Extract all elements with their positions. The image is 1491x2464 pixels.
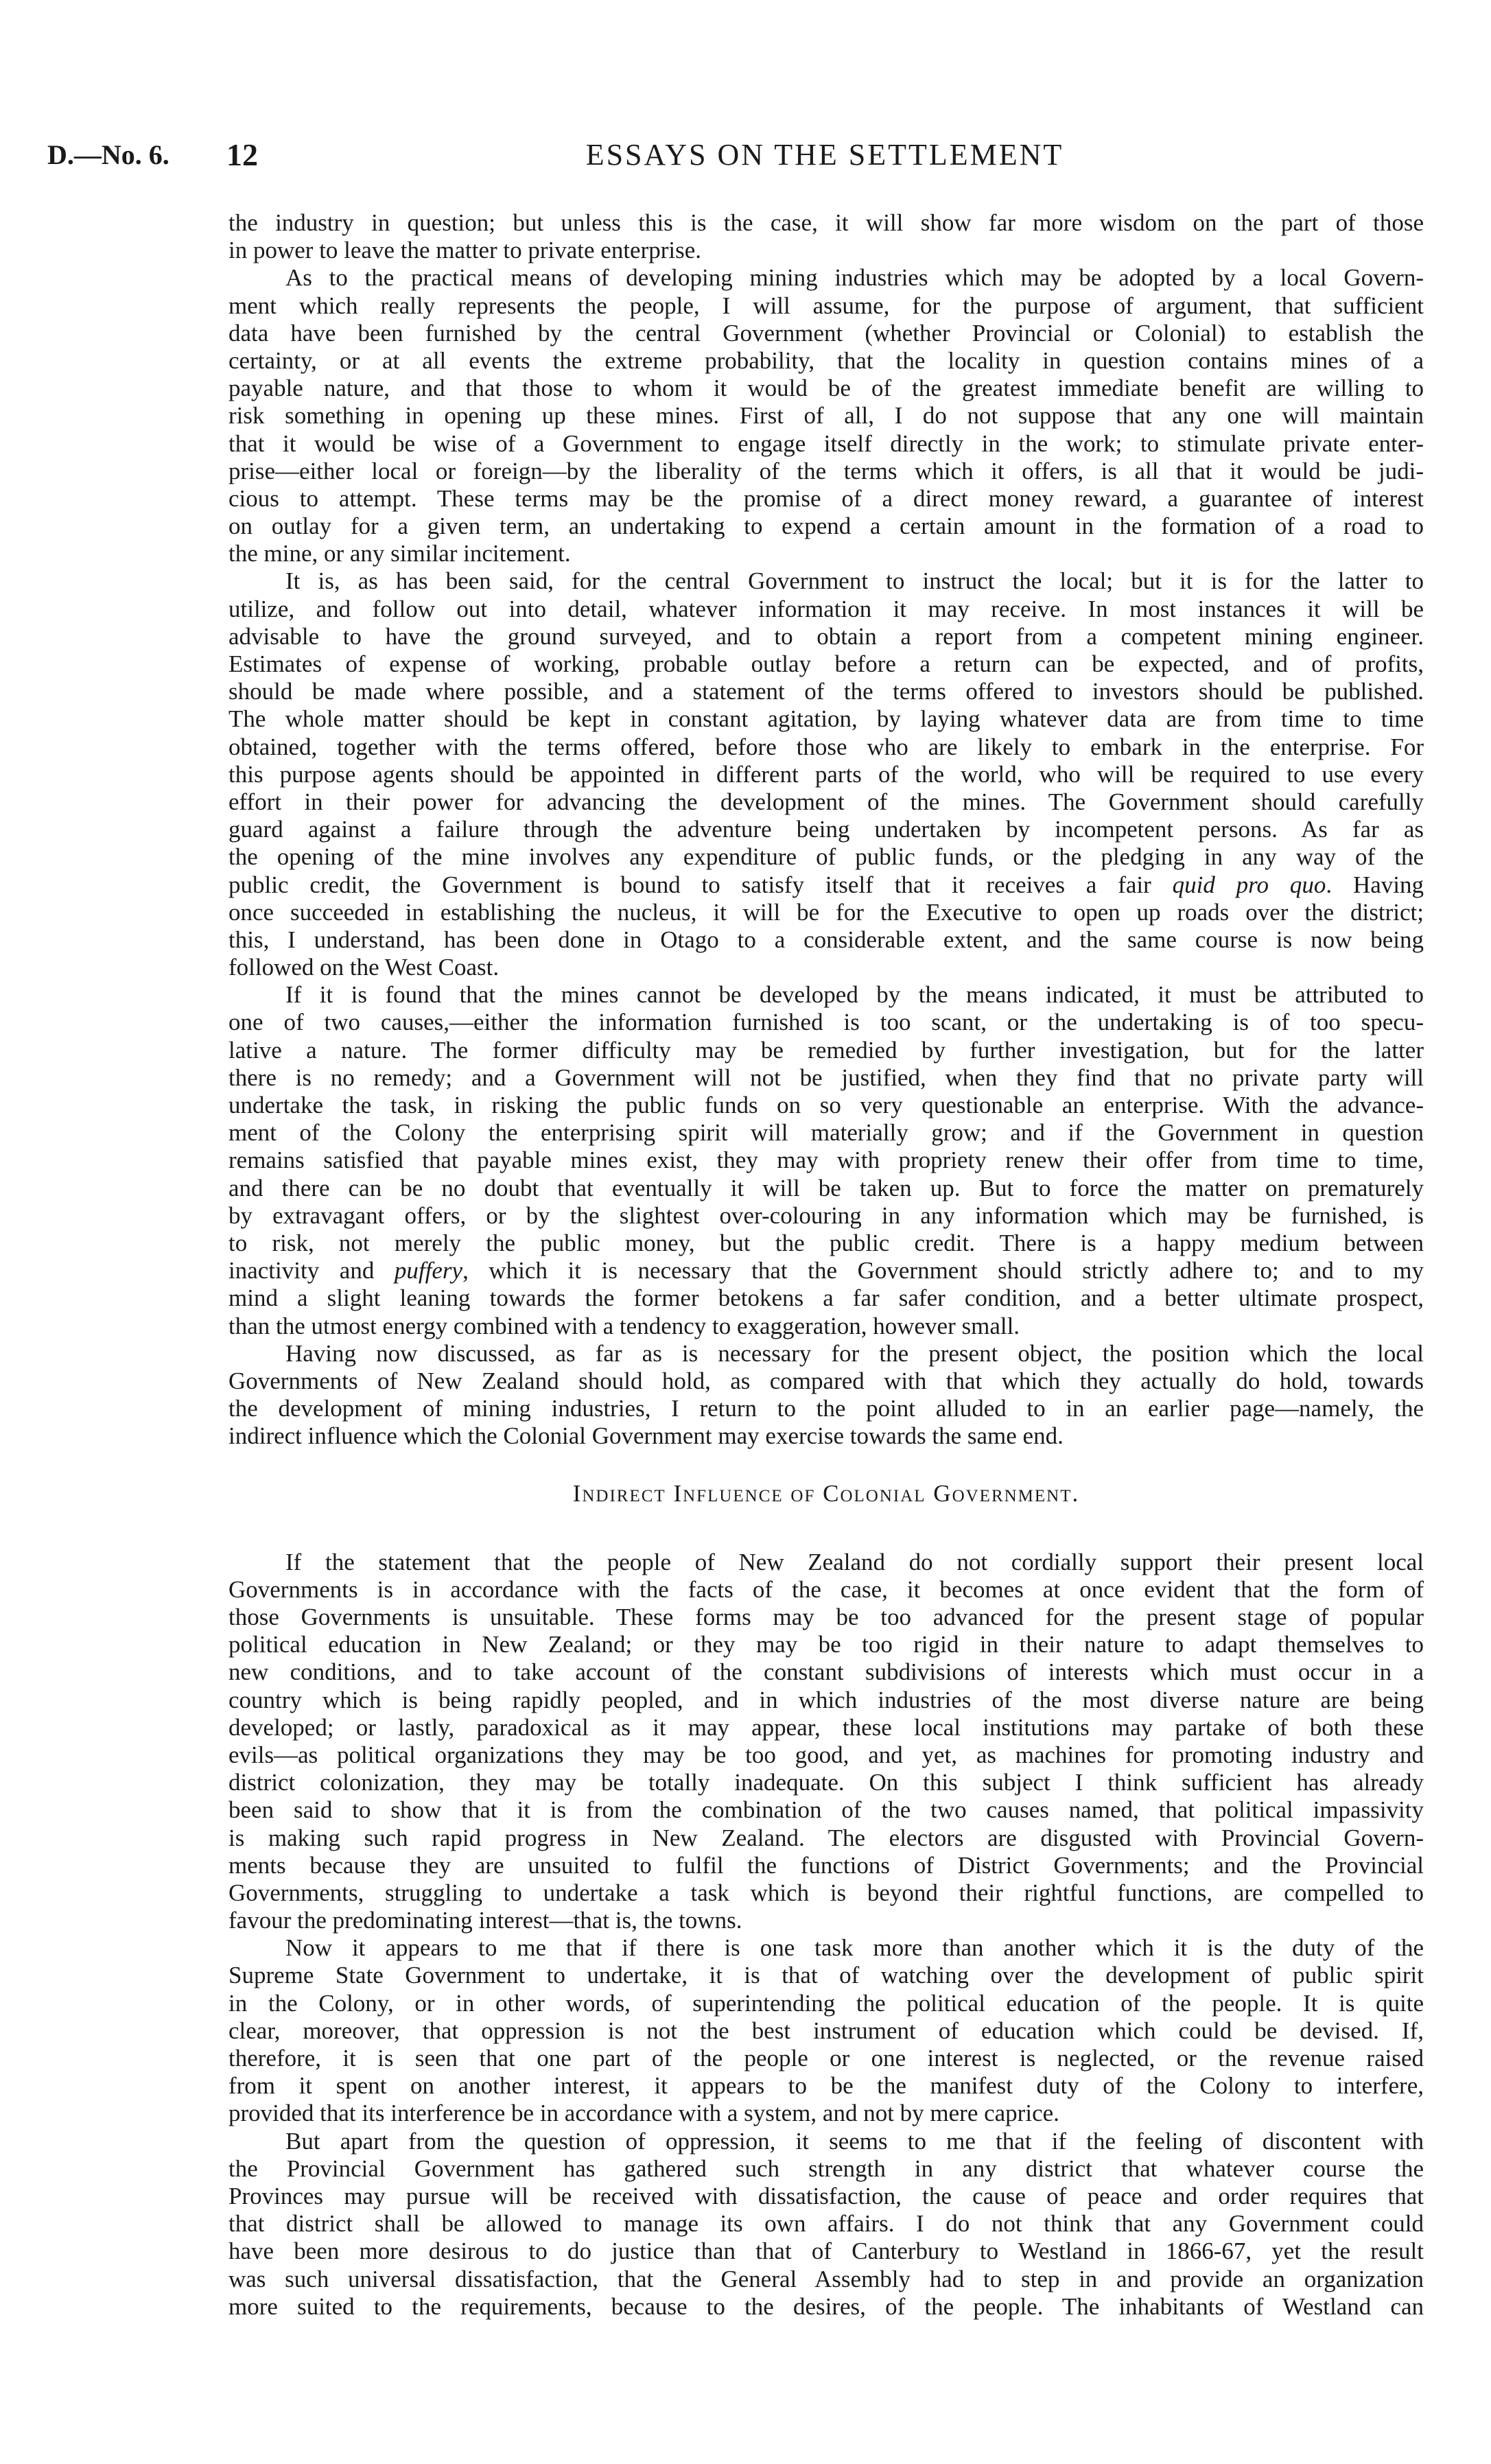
text-line: country which is being rapidly peopled, and in which industries of the most diverse nature are being [228,1686,1424,1713]
text-line: followed on the West Coast. [228,954,500,981]
text-line: indirect influence which the Colonial Government may exercise towards the same end. [228,1422,1064,1450]
text-line: the Provincial Government has gathered such strength in any district that whatever course the [228,2155,1424,2182]
text-line: provided that its interference be in accordance with a system, and not by mere caprice. [228,2100,1059,2127]
text-line: payable nature, and that those to whom it would be of the greatest immediate benefit are willing to [228,375,1424,402]
text-line: obtained, together with the terms offered, before those who are likely to embark in the enterprise. For [228,733,1424,760]
text-line: As to the practical means of developing mining industries which may be adopted by a local Govern- [285,264,1424,292]
text-line: Governments, struggling to undertake a task which is beyond their rightful functions, are compelled to [228,1879,1424,1906]
text-line: The whole matter should be kept in constant agitation, by laying whatever data are from time to time [228,705,1424,733]
paragraph [228,264,1424,567]
text-line: If it is found that the mines cannot be developed by the means indicated, it must be attributed to [285,981,1424,1009]
text-line: utilize, and follow out into detail, whatever information it may receive. In most instances it will be [228,595,1424,622]
text-line: Provinces may pursue will be received with dissatisfaction, the cause of peace and order requires that [228,2182,1424,2209]
text-line: risk something in opening up these mines. First of all, I do not suppose that any one will maintain [228,402,1424,430]
text-line: was such universal dissatisfaction, that the General Assembly had to step in and provide an organization [228,2265,1424,2292]
text-line: Now it appears to me that if there is one task more than another which it is the duty of the [285,1934,1424,1962]
text-segment: . Having [1326,871,1424,898]
text-line: the development of mining industries, I return to the point alluded to in an earlier page—namely, the [228,1395,1424,1422]
paragraph [228,209,1424,264]
text-line: once succeeded in establishing the nucleus, it will be for the Executive to open up roads over the district; [228,898,1424,926]
text-line: cious to attempt. These terms may be the promise of a direct money reward, a guarantee of interest [228,484,1424,512]
paragraph [228,567,1424,981]
text-line: It is, as has been said, for the central Government to instruct the local; but it is for the latter to [285,567,1424,595]
text-line: been said to show that it is from the combination of the two causes named, that political impassivity [228,1796,1424,1824]
page-number: 12 [226,137,258,172]
text-line: those Governments is unsuitable. These forms may be too advanced for the present stage of popular [228,1604,1424,1630]
text-line: But apart from the question of oppression, it seems to me that if the feeling of discontent with [285,2127,1424,2155]
text-line: to risk, not merely the public money, but the public credit. There is a happy medium between [228,1229,1424,1256]
text-line: Governments of New Zealand should hold, as compared with that which they actually do hold, towards [228,1367,1424,1394]
text-line: and there can be no doubt that eventually it will be taken up. But to force the matter on prematurely [228,1174,1424,1201]
text-line [228,1257,1424,1284]
text-line: is making such rapid progress in New Zealand. The electors are disgusted with Provincial Govern- [228,1824,1424,1851]
text-line: there is no remedy; and a Government will not be justified, when they find that no private party will [228,1064,1424,1091]
text-line: Estimates of expense of working, probable outlay before a return can be expected, and of profits, [228,650,1424,677]
text-line [228,871,1424,899]
text-line: that district shall be allowed to manage its own affairs. I do not think that any Government could [228,2210,1424,2238]
text-line: advisable to have the ground surveyed, and to obtain a report from a competent mining engineer. [228,622,1424,650]
section-heading: Indirect Influence of Colonial Government. [572,1480,1080,1507]
text-line: ment which really represents the people, I will assume, for the purpose of argument, that sufficient [228,292,1424,319]
text-segment: public credit, the Government is bound to satisfy itself that it receives a fair [228,871,1173,898]
text-line: If the statement that the people of New Zealand do not cordially support their present local [285,1548,1424,1575]
italic-phrase: puffery [394,1257,463,1284]
text-line: undertake the task, in risking the public funds on so very questionable an enterprise. With the advance- [228,1092,1424,1118]
text-line: that it would be wise of a Government to engage itself directly in the work; to stimulate private enter- [228,430,1424,457]
text-line: prise—either local or foreign—by the liberality of the terms which it offers, is all that it would be judi- [228,457,1424,484]
paragraph [228,2128,1424,2321]
text-line: remains satisfied that payable mines exist, they may with propriety renew their offer from time to time, [228,1147,1424,1174]
text-line: district colonization, they may be totally inadequate. On this subject I think sufficient has already [228,1769,1424,1796]
running-title: ESSAYS ON THE SETTLEMENT [585,138,1064,172]
text-line: the opening of the mine involves any expenditure of public funds, or the pledging in any way of the [228,843,1424,871]
text-line: certainty, or at all events the extreme probability, that the locality in question contains mines of a [228,347,1424,374]
text-segment: inactivity and [228,1257,395,1284]
text-line: more suited to the requirements, because to the desires, of the people. The inhabitants of Westland can [228,2292,1424,2320]
text-line: evils—as political organizations they may be too good, and yet, as machines for promoting industry and [228,1741,1424,1768]
text-line: effort in their power for advancing the development of the mines. The Government should carefully [228,788,1424,815]
text-line: in power to leave the matter to private enterprise. [228,237,702,264]
text-line: this, I understand, has been done in Otago to a considerable extent, and the same course is now being [228,926,1424,953]
text-line: Supreme State Government to undertake, it is that of watching over the development of public spirit [228,1962,1424,1989]
text-line: should be made where possible, and a statement of the terms offered to investors should be published. [228,678,1424,705]
text-line: ments because they are unsuited to fulfil the functions of District Governments; and the Provincial [228,1851,1424,1879]
text-line: Having now discussed, as far as is necessary for the present object, the position which the local [285,1339,1424,1367]
text-line: one of two causes,—either the information furnished is too scant, or the undertaking is of too specu- [228,1009,1424,1036]
text-line: lative a nature. The former difficulty may be remedied by further investigation, but for the latter [228,1036,1424,1064]
text-line: data have been furnished by the central Government (whether Provincial or Colonial) to establish the [228,319,1424,347]
text-line: developed; or lastly, paradoxical as it may appear, these local institutions may partake of both these [228,1713,1424,1741]
text-line: new conditions, and to take account of the constant subdivisions of interests which must occur in a [228,1658,1424,1686]
text-line: by extravagant offers, or by the slightest over-colouring in any information which may be furnished, is [228,1201,1424,1229]
text-line: this purpose agents should be appointed in different parts of the world, who will be required to use every [228,760,1424,788]
document-reference: D.—No. 6. [47,139,169,170]
text-line: therefore, it is seen that one part of the people or one interest is neglected, or the revenue raised [228,2045,1424,2072]
paragraph [228,981,1424,1339]
paragraph [228,1340,1424,1451]
text-line: mind a slight leaning towards the former betokens a far safer condition, and a better ultimate prospect, [228,1284,1424,1312]
text-line: the industry in question; but unless this is the case, it will show far more wisdom on the part of those [228,209,1424,236]
paragraph [228,1549,1424,1935]
text-segment: , which it is necessary that the Government should strictly adhere to; and to my [462,1257,1424,1284]
text-line: Governments is in accordance with the facts of the case, it becomes at once evident that the form of [228,1575,1424,1603]
text-line: guard against a failure through the adventure being undertaken by incompetent persons. As far as [228,816,1424,843]
text-line: ment of the Colony the enterprising spirit will materially grow; and if the Government in question [228,1119,1424,1147]
text-line: in the Colony, or in other words, of superintending the political education of the people. It is quite [228,1989,1424,2017]
text-line: on outlay for a given term, an undertaking to expend a certain amount in the formation of a road to [228,513,1424,540]
text-line: clear, moreover, that oppression is not the best instrument of education which could be devised. If, [228,2017,1424,2044]
text-line: the mine, or any similar incitement. [228,540,571,567]
text-line: political education in New Zealand; or they may be too rigid in their nature to adapt themselves to [228,1631,1424,1658]
italic-phrase: quid pro quo [1172,871,1326,898]
paragraph [228,1934,1424,2127]
body-text [228,209,1424,2321]
text-line: have been more desirous to do justice than that of Canterbury to Westland in 1866-67, yet the result [228,2238,1424,2265]
text-line: from it spent on another interest, it appears to be the manifest duty of the Colony to interfere, [228,2072,1424,2100]
text-line: favour the predominating interest—that is, the towns. [228,1907,742,1934]
text-line: than the utmost energy combined with a tendency to exaggeration, however small. [228,1312,1020,1339]
